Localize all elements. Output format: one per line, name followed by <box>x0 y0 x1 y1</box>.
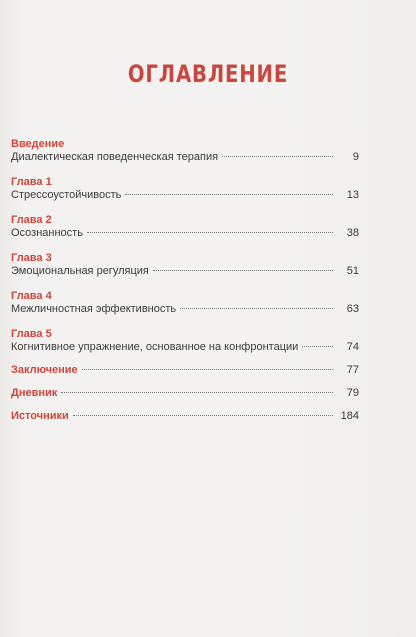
dot-leader <box>82 369 333 370</box>
toc-line <box>11 410 359 423</box>
toc-entry-title: Эмоциональная регуляция <box>11 265 149 277</box>
toc-line <box>11 341 359 354</box>
toc-entry-chapter-4 <box>11 290 359 316</box>
dot-leader <box>222 156 333 157</box>
dot-leader <box>73 415 333 416</box>
toc-entry-chapter-3 <box>11 252 359 278</box>
dot-leader <box>180 308 333 309</box>
toc-line <box>11 265 359 278</box>
toc-line <box>11 227 359 240</box>
toc-line <box>11 189 359 202</box>
toc-page-number: 51 <box>346 265 359 277</box>
table-of-contents <box>11 138 359 423</box>
toc-entry-title: Когнитивное упражнение, основанное на конфронтации <box>11 341 299 353</box>
dot-leader <box>61 392 333 393</box>
toc-chapter-heading: Глава 2 <box>11 214 52 226</box>
toc-page-number: 38 <box>346 227 359 239</box>
dot-leader <box>302 346 333 347</box>
toc-entry-sources <box>11 410 359 423</box>
toc-page-number: 63 <box>346 303 359 315</box>
toc-line <box>11 387 359 400</box>
dot-leader <box>125 194 333 195</box>
toc-entry-chapter-1 <box>11 176 359 202</box>
toc-entry-diary <box>11 387 359 400</box>
toc-page-number: 77 <box>346 364 359 376</box>
toc-line <box>11 303 359 316</box>
toc-page-number: 9 <box>352 151 359 163</box>
toc-chapter-heading: Введение <box>11 138 65 150</box>
toc-chapter-heading: Глава 1 <box>11 176 52 188</box>
toc-page-number: 13 <box>346 189 359 201</box>
toc-entry-title: Заключение <box>11 364 78 376</box>
toc-page-number: 184 <box>340 410 359 422</box>
dot-leader <box>87 232 333 233</box>
toc-chapter-heading: Глава 3 <box>11 252 52 264</box>
toc-entry-title: Дневник <box>11 387 58 399</box>
toc-entry-chapter-5 <box>11 328 359 354</box>
toc-page-number: 74 <box>346 341 359 353</box>
toc-line <box>11 364 359 377</box>
toc-chapter-heading: Глава 5 <box>11 328 52 340</box>
dot-leader <box>153 270 333 271</box>
toc-entry-title: Стрессоустойчивость <box>11 189 122 201</box>
toc-entry-title: Осознанность <box>11 227 83 239</box>
toc-page-number: 79 <box>346 387 359 399</box>
toc-entry-intro <box>11 138 359 164</box>
toc-entry-title: Источники <box>11 410 69 422</box>
toc-chapter-heading: Глава 4 <box>11 290 52 302</box>
toc-entry-title: Межличностная эффективность <box>11 303 177 315</box>
page-title: ОГЛАВЛЕНИЕ <box>127 60 289 88</box>
toc-entry-title: Диалектическая поведенческая терапия <box>11 151 219 163</box>
toc-entry-chapter-2 <box>11 214 359 240</box>
toc-line <box>11 151 359 164</box>
toc-entry-conclusion <box>11 364 359 377</box>
